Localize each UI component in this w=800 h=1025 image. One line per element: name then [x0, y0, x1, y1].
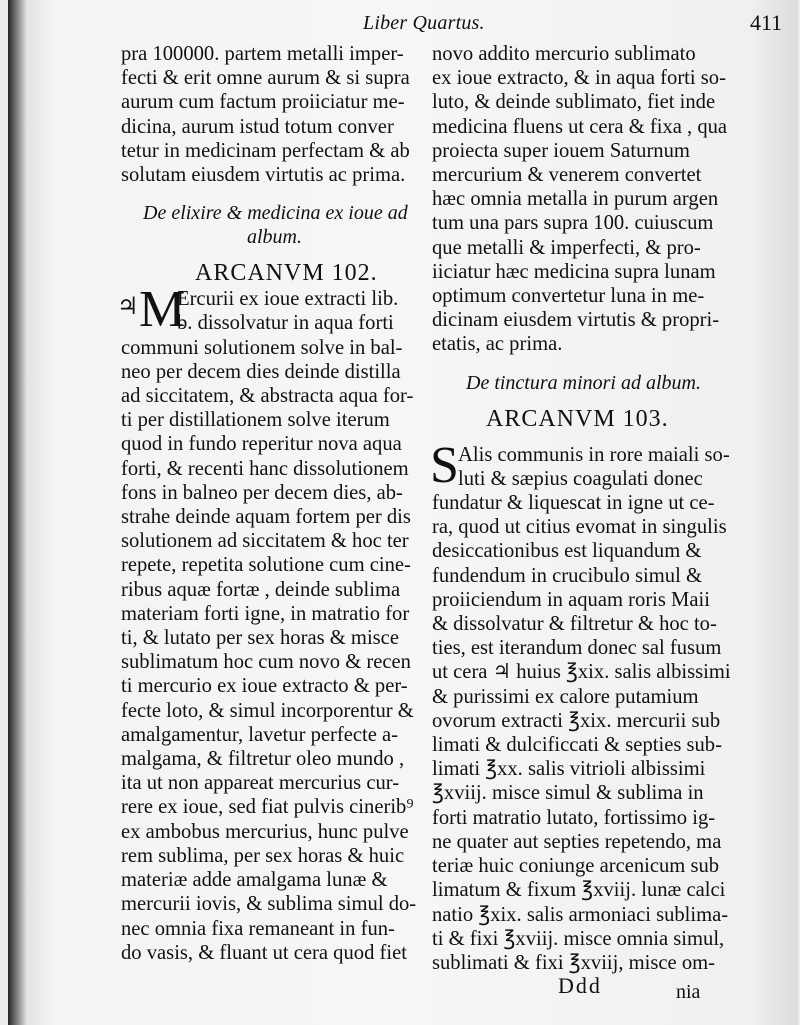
text-line: Ercurii ex ioue extracti lib. — [177, 288, 399, 311]
text-line: & purissimi ex calore putamium — [432, 685, 699, 708]
text-line: medicina fluens ut cera & fixa , qua — [432, 115, 728, 138]
text-line: & dissolvatur & filtretur & hoc to- — [432, 613, 717, 636]
text-line: limati & dulcificcati & septies sub- — [432, 734, 722, 757]
text-line: ne quater aut septies repetendo, ma — [432, 830, 722, 853]
text-line: sublimati & fixi ℥xviij, misce om- — [432, 951, 716, 974]
text-line: natio ℥xix. salis armoniaci sublima- — [432, 903, 729, 926]
text-line: ti & fixi ℥xviij. misce omnia simul, — [432, 927, 725, 950]
text-line: ties, est iterandum donec sal fusum — [432, 637, 722, 660]
section-heading: De elixire & medicina ex ioue ad — [143, 202, 408, 225]
text-line: ti mercurio ex ioue extracto & per- — [121, 675, 408, 698]
text-line: hæc omnia metalla in purum argen — [432, 188, 719, 211]
text-line: ti, & lutato per sex horas & misce — [121, 627, 399, 650]
text-line: optimum convertetur luna in me- — [432, 285, 705, 308]
dropcap-letter: M — [139, 281, 186, 339]
text-line: novo addito mercurio sublimato — [432, 43, 696, 65]
text-line: strahe deinde aquam fortem per dis — [121, 506, 411, 529]
text-line: mercurium & venerem convertet — [432, 164, 702, 187]
text-line: pra 100000. partem metalli imper- — [121, 43, 404, 65]
right-column — [430, 42, 731, 975]
text-line: tetur in medicinam perfectam & ab — [121, 139, 410, 162]
text-line: communi solutionem solve in bal- — [121, 336, 403, 359]
text-line: limati ℥xx. salis vitrioli albissimi — [432, 758, 706, 781]
book-page — [8, 0, 798, 1025]
text-line: limatum & fixum ℥xviij. lunæ calci — [432, 879, 726, 902]
text-line: do vasis, & fluant ut cera quod fiet — [121, 941, 407, 964]
text-line: rere ex ioue, sed fiat pulvis cinerib⁹ — [121, 796, 414, 819]
text-line: malgama, & filtretur oleo mundo , — [121, 748, 405, 771]
text-line: sublimatum hoc cum novo & recen — [121, 651, 411, 674]
arcanum-title: ARCANVM 103. — [486, 405, 669, 432]
text-line: materiæ adde amalgama lunæ & — [121, 869, 388, 892]
text-line: Alis communis in rore maiali so- — [458, 443, 730, 466]
text-line: quod in fundo reperitur nova aqua — [121, 433, 402, 456]
text-line: iiciatur hæc medicina supra lunam — [432, 260, 716, 283]
text-line: b. dissolvatur in aqua forti — [177, 312, 394, 335]
text-line: luto, & deinde sublimato, fiet inde — [432, 91, 716, 114]
text-line: fundatur & liquescat in igne ut ce- — [432, 492, 715, 515]
binding-shadow — [8, 0, 26, 1025]
text-line: luti & sæpius coagulati donec — [458, 467, 703, 490]
signature-mark: Ddd — [558, 973, 602, 998]
text-line: ex ioue extracto, & in aqua forti so- — [432, 67, 726, 90]
text-line: repete, repetita solutione cum cine- — [121, 554, 411, 577]
arcanum-title: ARCANVM 102. — [195, 260, 378, 287]
section-heading-cont: album. — [247, 226, 302, 249]
text-line: ovorum extracti ℥xix. mercurii sub — [432, 709, 721, 732]
text-line: tum una pars supra 100. cuiuscum — [432, 212, 714, 235]
text-line: amalgamentur, lavetur perfecte a- — [121, 723, 399, 746]
text-line: ut cera ♃ huius ℥xix. salis albissimi — [432, 661, 731, 684]
text-line: desiccationibus est liquandum & — [432, 540, 702, 563]
text-line: rem sublima, per sex horas & huic — [121, 844, 405, 867]
text-line: fons in balneo per decem dies, ab- — [121, 481, 403, 504]
text-line: ita ut non appareat mercurius cur- — [121, 772, 400, 795]
text-line: forti, & recenti hanc dissolutionem — [121, 457, 409, 480]
left-column — [117, 42, 417, 965]
page-number: 411 — [750, 10, 783, 35]
text-line: fecte loto, & simul incorporentur & — [121, 699, 414, 722]
running-title: Liber Quartus. — [363, 12, 485, 34]
text-line: dicina, aurum istud totum conver — [121, 115, 394, 138]
text-line: ribus aquæ fortæ , deinde sublima — [121, 578, 401, 601]
text-line: ra, quod ut citius evomat in singulis — [432, 516, 727, 539]
text-line: ti per distillationem solve iterum — [121, 409, 390, 432]
dropcap-paragraph — [117, 281, 411, 339]
text-line: ℥xviij. misce simul & sublima in — [432, 782, 704, 805]
text-line: fecti & erit omne aurum & si supra — [121, 67, 410, 90]
text-line: mercurii iovis, & sublima simul do- — [121, 893, 417, 916]
catchword: nia — [676, 981, 701, 1003]
dropcap-paragraph — [430, 436, 730, 494]
text-line: nec omnia fixa remaneant in fun- — [121, 917, 395, 940]
text-line: forti matratio lutato, fortissimo ig- — [432, 806, 716, 829]
text-line: proiiciendum in aquam roris Maii — [432, 588, 710, 611]
text-line: proiecta super iouem Saturnum — [432, 139, 690, 162]
dropcap-letter: S — [430, 436, 459, 494]
text-line: materiam forti igne, in matratio for — [121, 602, 410, 625]
text-line: neo per decem dies deinde distilla — [121, 360, 401, 383]
text-line: etatis, ac prima. — [432, 333, 563, 356]
jupiter-symbol-icon: ♃ — [117, 294, 139, 321]
text-line: fundendum in crucibulo simul & — [432, 564, 702, 587]
text-line: que metalli & imperfecti, & pro- — [432, 236, 701, 259]
text-line: ad siccitatem, & abstracta aqua for- — [121, 385, 414, 408]
text-line: dicinam eiusdem virtutis & propri- — [432, 309, 720, 332]
text-line: solutionem ad siccitatem & hoc ter — [121, 530, 409, 553]
section-heading: De tinctura minori ad album. — [466, 371, 701, 394]
text-line: ex ambobus mercurius, hunc pulve — [121, 820, 409, 843]
text-line: aurum cum factum proiiciatur me- — [121, 91, 405, 114]
text-line: solutam eiusdem virtutis ac prima. — [121, 164, 406, 187]
text-line: teriæ huic coniunge arcenicum sub — [432, 855, 720, 878]
